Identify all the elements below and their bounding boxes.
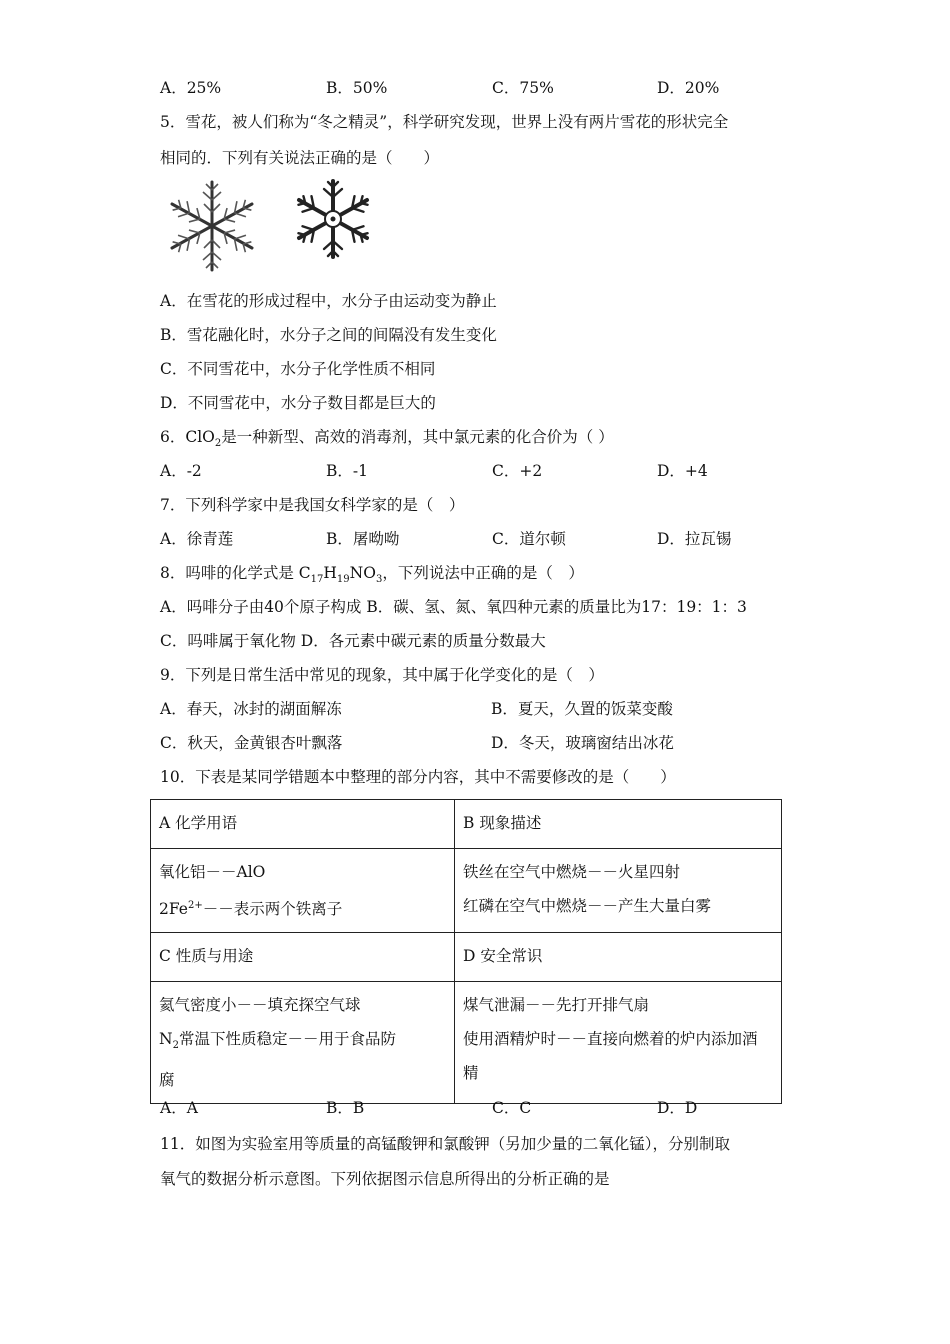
- table-d-line2: 使用酒精炉时－－直接向燃着的炉内添加酒: [463, 1030, 758, 1049]
- q11-stem-line1: 11．如图为实验室用等质量的高锰酸钾和氯酸钾（另加少量的二氧化锰），分别制取: [160, 1135, 730, 1153]
- q6-stem-sub: 2: [214, 438, 222, 450]
- q6-stem-post: 是一种新型、高效的消毒剂，其中氯元素的化合价为（ ）: [221, 428, 614, 446]
- table-cell-b-head: B 现象描述: [455, 800, 782, 849]
- table-b-line2: 红磷在空气中燃烧－－产生大量白雾: [463, 897, 712, 915]
- n2-symbol: N: [159, 1030, 173, 1049]
- table-cell-c-body: [151, 982, 455, 1104]
- q7-stem: 7．下列科学家中是我国女科学家的是（ ）: [160, 496, 465, 514]
- q8-stem-post: ，下列说法中正确的是（ ）: [382, 564, 584, 582]
- q4-option-d: D．20%: [657, 79, 720, 97]
- q7-option-a: A．徐青莲: [160, 530, 234, 548]
- q7-option-c: C．道尔顿: [492, 530, 566, 548]
- q10-table: [150, 799, 782, 1104]
- q10-option-d: D．D: [657, 1099, 698, 1117]
- q5-option-d: D．不同雪花中，水分子数目都是巨大的: [160, 394, 436, 412]
- q5-option-b: B．雪花融化时，水分子之间的间隔没有发生变化: [160, 326, 497, 344]
- q8-stem: [160, 563, 584, 590]
- q9-option-a: A．春天，冰封的湖面解冻: [160, 700, 342, 718]
- q10-stem: 10．下表是某同学错题本中整理的部分内容，其中不需要修改的是（ ）: [160, 768, 676, 786]
- table-cell-d-body: [455, 982, 782, 1104]
- q9-stem: 9．下列是日常生活中常见的现象，其中属于化学变化的是（ ）: [160, 666, 604, 684]
- q10-option-b: B．B: [326, 1099, 365, 1117]
- table-cell-b-body: [455, 849, 782, 933]
- q9-option-d: D．冬天，玻璃窗结出冰花: [491, 734, 674, 752]
- table-d-line3: 精: [463, 1064, 479, 1083]
- q8-h: H: [323, 564, 337, 582]
- table-d-line1: 煤气泄漏－－先打开排气扇: [463, 996, 650, 1015]
- snowflake-image-1: [160, 178, 264, 274]
- table-cell-a-body: [151, 849, 455, 933]
- n2-sub: 2: [172, 1040, 179, 1052]
- q6-option-b: B．-1: [326, 462, 368, 480]
- fe-symbol: 2Fe: [159, 900, 188, 919]
- q6-option-d: D．+4: [657, 462, 708, 480]
- q5-stem-line2: 相同的．下列有关说法正确的是（ ）: [160, 149, 440, 167]
- table-cell-c-head: C 性质与用途: [151, 933, 455, 982]
- table-cell-d-head: D 安全常识: [455, 933, 782, 982]
- q5-option-a: A．在雪花的形成过程中，水分子由运动变为静止: [160, 292, 497, 310]
- q8-options-line1: A．吗啡分子由40个原子构成 B．碳、氢、氮、氧四种元素的质量比为17：19：1：3: [160, 598, 747, 616]
- q6-option-c: C．+2: [492, 462, 543, 480]
- q6-stem-pre: 6．ClO: [160, 428, 215, 446]
- q8-no: NO: [349, 564, 376, 582]
- q8-options-line2: C．吗啡属于氧化物 D．各元素中碳元素的质量分数最大: [160, 632, 546, 650]
- table-a-line1: 氧化铝－－AlO: [159, 863, 266, 881]
- table-c-line2: [159, 1022, 446, 1063]
- q9-option-c: C．秋天，金黄银杏叶飘落: [160, 734, 343, 752]
- table-c-line1: 氦气密度小－－填充探空气球: [159, 996, 361, 1015]
- n2-desc: 常温下性质稳定－－用于食品防: [178, 1030, 396, 1049]
- q10-option-a: A．A: [160, 1099, 198, 1117]
- q6-option-a: A．-2: [160, 462, 202, 480]
- q8-stem-pre: 8．吗啡的化学式是 C: [160, 564, 311, 582]
- q8-sub-o: 3: [375, 574, 383, 586]
- q7-option-d: D．拉瓦锡: [657, 530, 732, 548]
- q9-option-b: B．夏天，久置的饭菜变酸: [491, 700, 673, 718]
- snowflake-image-2: [283, 178, 383, 260]
- q10-option-c: C．C: [492, 1099, 532, 1117]
- q4-option-c: C．75%: [492, 79, 554, 97]
- q8-sub-h: 19: [336, 574, 350, 586]
- q4-option-b: B．50%: [326, 79, 388, 97]
- q5-stem-line1: 5．雪花，被人们称为“冬之精灵”，科学研究发现，世界上没有两片雪花的形状完全: [160, 113, 729, 131]
- q7-option-b: B．屠呦呦: [326, 530, 400, 548]
- q5-option-c: C．不同雪花中，水分子化学性质不相同: [160, 360, 436, 378]
- q8-sub-c: 17: [310, 574, 324, 586]
- fe-desc: －－表示两个铁离子: [202, 900, 343, 919]
- q6-stem: [160, 427, 614, 454]
- q4-option-a: A．25%: [160, 79, 222, 97]
- table-cell-a-head: A 化学用语: [151, 800, 455, 849]
- table-a-line2: [159, 889, 446, 926]
- table-b-line1: 铁丝在空气中燃烧－－火星四射: [463, 863, 681, 881]
- fe-charge: 2+: [187, 900, 203, 911]
- q11-stem-line2: 氧气的数据分析示意图。下列依据图示信息所得出的分析正确的是: [160, 1170, 610, 1188]
- table-c-line3: 腐: [159, 1071, 175, 1090]
